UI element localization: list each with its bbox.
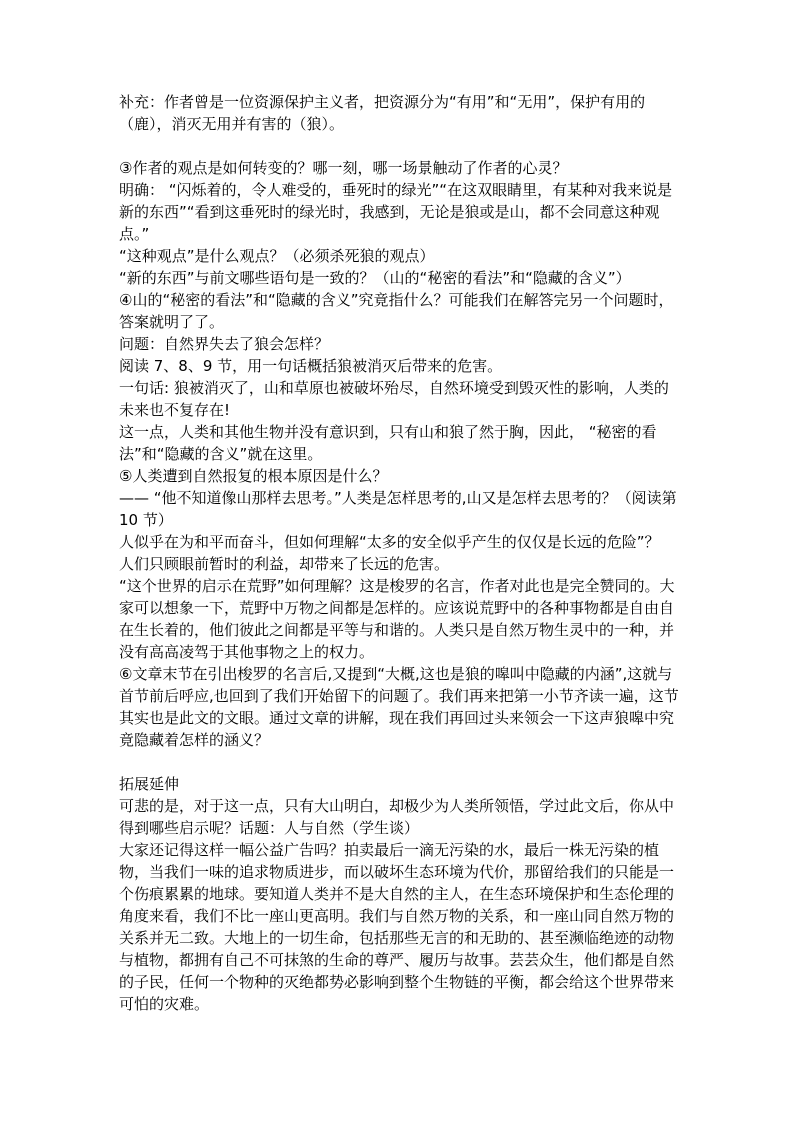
paragraph-peace: 人似乎在为和平而奋斗，但如何理解“太多的安全似乎产生的仅仅是长远的危险”？ bbox=[119, 533, 660, 551]
paragraph-interest: 人们只顾眼前暂时的利益，却带来了长远的危害。 bbox=[119, 555, 450, 573]
paragraph-viewpoint: “这种观点”是什么观点？（必须杀死狼的观点） bbox=[119, 247, 435, 265]
blank-line bbox=[119, 135, 679, 157]
document-page bbox=[119, 91, 682, 1015]
question-6: ⑥文章末节在引出梭罗的名言后,又提到“大概,这也是狼的嗥叫中隐藏的内涵”,这就与首节前后呼应,也回到了我们开始留下的问题了。我们再来把第一小节齐读一遍，这节其实也是此文的文眼。通过文章的讲解，现在我们再回过头来领会一下这声狼嗥中究竟隐藏着怎样的涵义？ bbox=[119, 665, 679, 749]
paragraph-clarify: 明确： “闪烁着的，令人难受的，垂死时的绿光”“在这双眼睛里，有某种对我来说是新的东西”“看到这垂死时的绿光时，我感到，无论是狼或是山，都不会同意这种观点。” bbox=[119, 181, 673, 243]
question-5: ⑤人类遭到自然报复的根本原因是什么？ bbox=[119, 467, 388, 485]
question-3: ③作者的观点是如何转变的？哪一刻，哪一场景触动了作者的心灵？ bbox=[119, 159, 568, 177]
paragraph-supplement: 补充：作者曾是一位资源保护主义者，把资源分为“有用”和“无用”，保护有用的（鹿），消灭无用并有害的（狼）。 bbox=[119, 93, 646, 133]
question-4: ④山的“秘密的看法”和“隐藏的含义”究竟指什么？可能我们在解答完另一个问题时，答案就明了了。 bbox=[119, 291, 674, 331]
section-heading-extension: 拓展延伸 bbox=[119, 775, 180, 793]
paragraph-this-point: 这一点，人类和其他生物并没有意识到，只有山和狼了然于胸，因此， “秘密的看法”和“隐藏的含义”就在这里。 bbox=[119, 423, 657, 463]
blank-line bbox=[119, 751, 679, 773]
paragraph-question: 问题：自然界失去了狼会怎样？ bbox=[119, 335, 330, 353]
paragraph-new-thing: “新的东西”与前文哪些语句是一致的？（山的“秘密的看法”和“隐藏的含义”） bbox=[119, 269, 631, 287]
paragraph-one-sentence: 一句话: 狼被消灭了，山和草原也被破坏殆尽，自然环境受到毁灭性的影响，人类的未来也不复存在! bbox=[119, 379, 669, 419]
paragraph-sad: 可悲的是，对于这一点，只有大山明白，却极少为人类所领悟，学过此文后，你从中得到哪些启示呢？话题：人与自然（学生谈） bbox=[119, 797, 675, 837]
paragraph-reading: 阅读 7、8、9 节，用一句话概括狼被消灭后带来的危害。 bbox=[119, 357, 503, 375]
paragraph-ad: 大家还记得这样一幅公益广告吗？拍卖最后一滴无污染的水，最后一株无污染的植物，当我们一味的追求物质进步，而以破坏生态环境为代价，那留给我们的只能是一个伤痕累累的地球。要知道人类并不是大自然的主人，在生态环境保护和生态伦理的角度来看，我们不比一座山更高明。我们与自然万物的关系，和一座山同自然万物的关系并无二致。大地上的一切生命，包括那些无言的和无助的、甚至濒临绝迹的动物与植物，都拥有自己不可抹煞的生命的尊严、履历与故事。芸芸众生，他们都是自然的子民，任何一个物种的灭绝都势必影响到整个生物链的平衡，都会给这个世界带来可怕的灾难。 bbox=[119, 841, 675, 1013]
paragraph-quote: —— “他不知道像山那样去思考。”人类是怎样思考的,山又是怎样去思考的？（阅读第 10 节） bbox=[119, 489, 682, 529]
paragraph-wilderness: “这个世界的启示在荒野”如何理解？这是梭罗的名言，作者对此也是完全赞同的。大家可以想象一下，荒野中万物之间都是怎样的。应该说荒野中的各种事物都是自由自在生长着的，他们彼此之间都是平等与和谐的。人类只是自然万物生灵中的一种，并没有高高凌驾于其他事物之上的权力。 bbox=[119, 577, 675, 661]
